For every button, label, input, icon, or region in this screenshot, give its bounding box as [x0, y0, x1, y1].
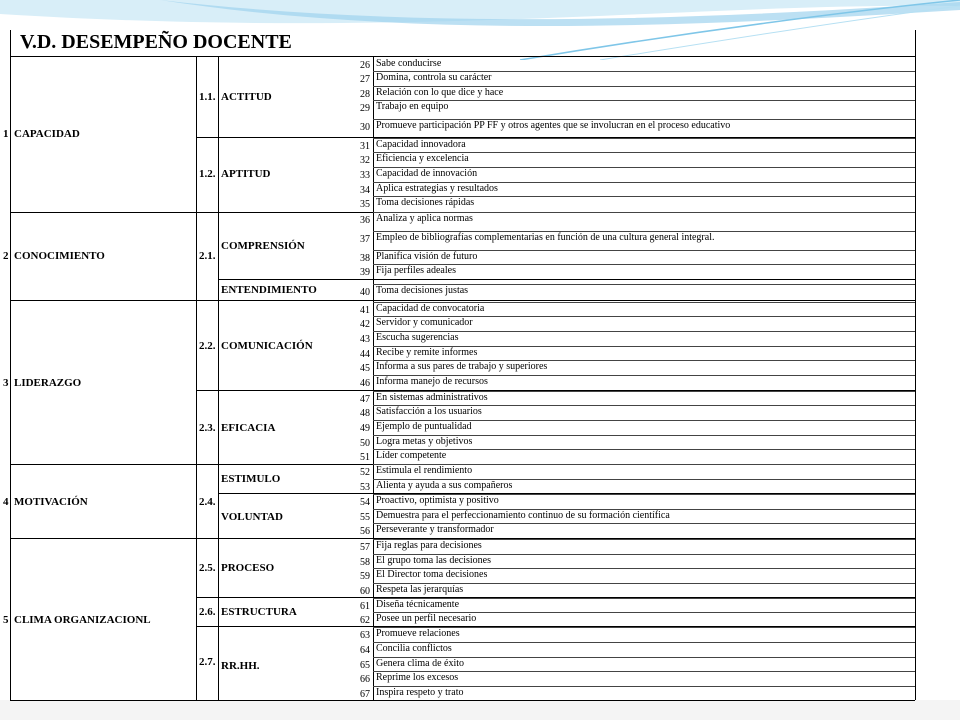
item-row-line — [373, 405, 915, 406]
page-title: V.D. DESEMPEÑO DOCENTE — [20, 31, 292, 53]
item-text: Toma decisiones rápidas — [376, 197, 475, 208]
item-number: 37 — [360, 234, 370, 245]
item-number: 63 — [360, 630, 370, 641]
item-number: 55 — [360, 512, 370, 523]
item-row-line — [373, 509, 915, 510]
item-text: Capacidad innovadora — [376, 139, 466, 150]
item-number: 28 — [360, 89, 370, 100]
item-row-line — [373, 152, 915, 153]
group-number: 1 — [3, 128, 9, 140]
item-row-line — [373, 212, 915, 213]
item-number: 62 — [360, 615, 370, 626]
column-divider-group — [196, 56, 197, 700]
item-row-line — [373, 138, 915, 139]
item-text: Alienta y ayuda a sus compañeros — [376, 480, 513, 491]
item-number: 57 — [360, 542, 370, 553]
item-number: 42 — [360, 319, 370, 330]
item-number: 44 — [360, 349, 370, 360]
item-row-line — [373, 612, 915, 613]
item-text: Estimula el rendimiento — [376, 465, 473, 476]
item-number: 30 — [360, 122, 370, 133]
item-number: 40 — [360, 287, 370, 298]
item-number: 53 — [360, 482, 370, 493]
item-text: Posee un perfil necesario — [376, 613, 477, 624]
item-row-line — [373, 182, 915, 183]
item-text: Diseña técnicamente — [376, 599, 460, 610]
sub-name: PROCESO — [221, 562, 275, 574]
item-row-line — [373, 346, 915, 347]
item-row-line — [373, 360, 915, 361]
item-text: Fija reglas para decisiones — [376, 540, 482, 551]
sub-separator — [218, 279, 915, 280]
sub-code: 2.2. — [199, 340, 216, 352]
item-number: 45 — [360, 363, 370, 374]
item-text: Sabe conducirse — [376, 58, 442, 69]
item-text: Planifica visión de futuro — [376, 251, 478, 262]
item-text: Informa a sus pares de trabajo y superiores — [376, 361, 548, 372]
sub-code: 2.5. — [199, 562, 216, 574]
item-row-line — [373, 494, 915, 495]
item-text: Trabajo en equipo — [376, 101, 449, 112]
item-number: 66 — [360, 674, 370, 685]
item-text: Inspira respeto y trato — [376, 687, 464, 698]
sub-code: 2.1. — [199, 250, 216, 262]
item-row-line — [373, 264, 915, 265]
item-number: 64 — [360, 645, 370, 656]
item-number: 27 — [360, 74, 370, 85]
item-text: Ejemplo de puntualidad — [376, 421, 472, 432]
item-text: Demuestra para el perfeccionamiento continuo de su formación científica — [376, 510, 670, 521]
item-text: El grupo toma las decisiones — [376, 555, 491, 566]
item-row-line — [373, 302, 915, 303]
item-row-line — [373, 196, 915, 197]
item-text: Informa manejo de recursos — [376, 376, 488, 387]
item-text: Eficiencia y excelencia — [376, 153, 469, 164]
item-text: Concilia conflictos — [376, 643, 452, 654]
sub-code: 1.1. — [199, 91, 216, 103]
item-text: Capacidad de innovación — [376, 168, 478, 179]
sub-name: COMPRENSIÓN — [221, 240, 305, 252]
item-row-line — [373, 391, 915, 392]
item-number: 38 — [360, 253, 370, 264]
group-number: 3 — [3, 377, 9, 389]
item-text: Proactivo, optimista y positivo — [376, 495, 499, 506]
group-name: MOTIVACIÓN — [14, 496, 88, 508]
item-number: 32 — [360, 155, 370, 166]
item-number: 67 — [360, 689, 370, 700]
group-separator — [10, 300, 915, 301]
item-number: 29 — [360, 103, 370, 114]
item-text: Fija perfiles adeales — [376, 265, 456, 276]
item-number: 39 — [360, 267, 370, 278]
item-row-line — [373, 435, 915, 436]
item-number: 47 — [360, 394, 370, 405]
item-number: 41 — [360, 305, 370, 316]
sub-code: 2.6. — [199, 606, 216, 618]
item-text: En sistemas administrativos — [376, 392, 488, 403]
item-text: Aplica estrategias y resultados — [376, 183, 498, 194]
item-number: 54 — [360, 497, 370, 508]
item-text: Reprime los excesos — [376, 672, 459, 683]
item-text: Líder competente — [376, 450, 447, 461]
item-number: 34 — [360, 185, 370, 196]
item-text: Relación con lo que dice y hace — [376, 87, 504, 98]
sub-name: RR.HH. — [221, 660, 260, 672]
item-row-line — [373, 539, 915, 540]
item-text: Toma decisiones justas — [376, 285, 469, 296]
sub-name: ACTITUD — [221, 91, 272, 103]
group-name: CAPACIDAD — [14, 128, 80, 140]
item-number: 61 — [360, 601, 370, 612]
item-text: Perseverante y transformador — [376, 524, 494, 535]
item-number: 31 — [360, 141, 370, 152]
item-number: 49 — [360, 423, 370, 434]
sub-name: ESTRUCTURA — [221, 606, 297, 618]
item-number: 48 — [360, 408, 370, 419]
item-row-line — [373, 686, 915, 687]
item-number: 46 — [360, 378, 370, 389]
item-number: 33 — [360, 170, 370, 181]
item-text: Promueve relaciones — [376, 628, 460, 639]
item-row-line — [373, 523, 915, 524]
item-text: Recibe y remite informes — [376, 347, 478, 358]
item-row-line — [373, 71, 915, 72]
table-border-top — [10, 56, 915, 57]
sub-name: ESTIMULO — [221, 473, 281, 485]
table-border-right — [915, 30, 916, 700]
item-text: Promueve participación PP FF y otros agentes que se involucran en el proceso educativo — [376, 120, 731, 131]
item-text: Genera clima de éxito — [376, 658, 465, 669]
item-row-line — [373, 284, 915, 285]
item-row-line — [373, 568, 915, 569]
item-row-line — [373, 86, 915, 87]
item-number: 60 — [360, 586, 370, 597]
item-number: 50 — [360, 438, 370, 449]
item-row-line — [373, 449, 915, 450]
group-name: CLIMA ORGANIZACIONL — [14, 614, 151, 626]
item-row-line — [373, 657, 915, 658]
item-row-line — [373, 598, 915, 599]
item-row-line — [373, 231, 915, 232]
item-number: 58 — [360, 557, 370, 568]
item-text: Capacidad de convocatoria — [376, 303, 485, 314]
item-row-line — [373, 250, 915, 251]
sub-code: 2.3. — [199, 422, 216, 434]
sub-code: 2.7. — [199, 656, 216, 668]
item-number: 59 — [360, 571, 370, 582]
item-row-line — [373, 316, 915, 317]
item-row-line — [373, 554, 915, 555]
item-row-line — [373, 642, 915, 643]
sub-name: APTITUD — [221, 168, 271, 180]
item-text: Empleo de bibliografías complementarias en función de una cultura general integral. — [376, 232, 715, 243]
item-text: Respeta las jerarquías — [376, 584, 464, 595]
item-row-line — [373, 671, 915, 672]
column-divider-sub — [218, 56, 219, 700]
group-number: 5 — [3, 614, 9, 626]
item-text: Logra metas y objetivos — [376, 436, 473, 447]
sub-name: VOLUNTAD — [221, 511, 283, 523]
item-number: 51 — [360, 452, 370, 463]
item-number: 26 — [360, 60, 370, 71]
group-name: LIDERAZGO — [14, 377, 82, 389]
item-text: Satisfacción a los usuarios — [376, 406, 482, 417]
item-number: 36 — [360, 215, 370, 226]
item-number: 43 — [360, 334, 370, 345]
sub-name: ENTENDIMIENTO — [221, 284, 317, 296]
table-border-bottom — [10, 700, 915, 701]
item-row-line — [373, 119, 915, 120]
group-number: 2 — [3, 250, 9, 262]
item-text: Servidor y comunicador — [376, 317, 473, 328]
item-text: Escucha sugerencias — [376, 332, 459, 343]
item-number: 65 — [360, 660, 370, 671]
sub-name: EFICACIA — [221, 422, 276, 434]
group-number: 4 — [3, 496, 9, 508]
sub-code: 2.4. — [199, 496, 216, 508]
item-row-line — [373, 583, 915, 584]
item-row-line — [373, 464, 915, 465]
item-number: 56 — [360, 526, 370, 537]
item-row-line — [373, 331, 915, 332]
sub-name: COMUNICACIÓN — [221, 340, 313, 352]
item-row-line — [373, 375, 915, 376]
item-row-line — [373, 627, 915, 628]
item-row-line — [373, 479, 915, 480]
item-number: 52 — [360, 467, 370, 478]
sub-code: 1.2. — [199, 168, 216, 180]
group-name: CONOCIMIENTO — [14, 250, 105, 262]
item-text: Analiza y aplica normas — [376, 213, 473, 224]
item-number: 35 — [360, 199, 370, 210]
item-row-line — [373, 420, 915, 421]
item-text: El Director toma decisiones — [376, 569, 488, 580]
table-border-left — [10, 30, 11, 700]
item-row-line — [373, 100, 915, 101]
item-row-line — [373, 167, 915, 168]
item-text: Domina, controla su carácter — [376, 72, 492, 83]
